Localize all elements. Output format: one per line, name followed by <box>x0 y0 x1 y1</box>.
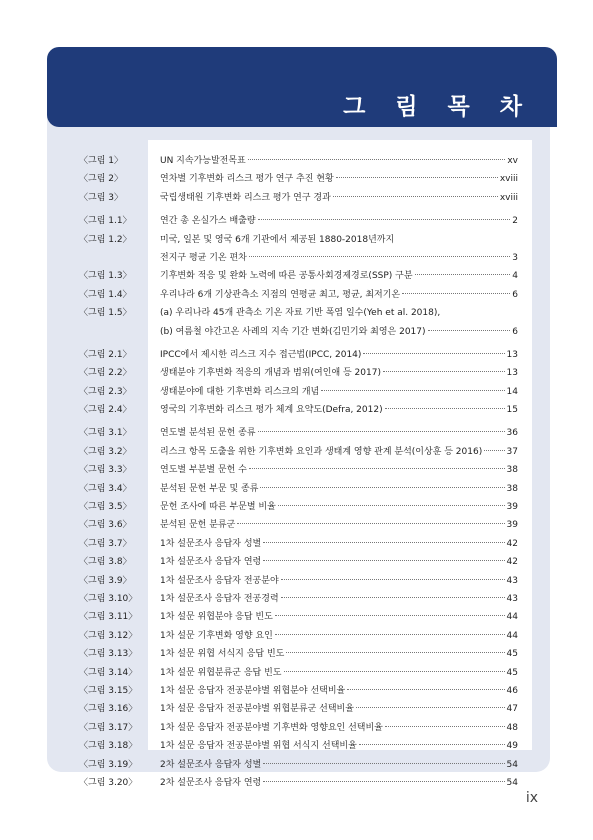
page-ref[interactable]: 36 <box>506 428 518 439</box>
page-ref[interactable]: xviii <box>499 192 518 203</box>
figure-caption-row <box>160 170 518 188</box>
toc-line <box>0 608 593 626</box>
dot-leader <box>415 274 511 275</box>
toc-line <box>0 231 593 249</box>
figure-caption-row <box>160 627 518 645</box>
toc-line <box>0 664 593 682</box>
figure-label: 〈그림 3.1〉 <box>79 428 132 439</box>
page-ref[interactable]: 38 <box>506 465 518 476</box>
figure-caption-row <box>160 249 518 267</box>
page-ref[interactable]: xviii <box>499 174 518 185</box>
figure-label: 〈그림 1.3〉 <box>79 271 132 282</box>
dot-leader <box>333 196 498 197</box>
toc-line <box>0 498 593 516</box>
figure-label: 〈그림 1.1〉 <box>79 216 132 227</box>
figure-label: 〈그림 3.9〉 <box>79 575 132 586</box>
toc-entry[interactable] <box>0 286 593 304</box>
page-ref[interactable]: 13 <box>506 349 518 360</box>
toc-line <box>0 267 593 285</box>
figure-label: 〈그림 3.6〉 <box>79 520 132 531</box>
dot-leader <box>321 390 504 391</box>
toc-line <box>0 516 593 534</box>
figure-caption-row <box>160 401 518 419</box>
page-ref[interactable]: 42 <box>506 538 518 549</box>
figure-caption-row <box>160 553 518 571</box>
figure-label: 〈그림 3.19〉 <box>79 759 138 770</box>
figure-caption-row <box>160 498 518 516</box>
figure-label: 〈그림 3.10〉 <box>79 593 138 604</box>
dot-leader <box>260 487 504 488</box>
toc-line <box>0 189 593 207</box>
toc-entry[interactable] <box>0 401 593 419</box>
toc-line <box>0 170 593 188</box>
figure-caption-row <box>160 590 518 608</box>
toc-entry[interactable] <box>0 627 593 645</box>
figure-caption-row <box>160 383 518 401</box>
figure-label: 〈그림 3.20〉 <box>79 777 138 788</box>
figure-caption: 문헌 조사에 따른 부문별 비율 <box>160 502 276 513</box>
figure-caption: 연차별 기후변화 리스크 평가 연구 추진 현황 <box>160 174 334 185</box>
dot-leader <box>385 726 505 727</box>
page-title: 그 림 목 차 <box>343 94 533 120</box>
toc-line <box>0 700 593 718</box>
toc-entry[interactable] <box>0 645 593 663</box>
figure-label: 〈그림 1.5〉 <box>79 308 132 319</box>
figure-caption: 리스크 항목 도출을 위한 기후변화 요인과 생태계 영향 관계 분석(이상훈 등 2016) <box>160 446 483 457</box>
toc-entry[interactable] <box>0 152 593 170</box>
page-ref[interactable]: 54 <box>506 759 518 770</box>
toc-entry[interactable] <box>0 480 593 498</box>
toc-entry[interactable] <box>0 737 593 755</box>
title-banner <box>47 47 557 127</box>
figure-caption-row <box>160 516 518 534</box>
toc-line <box>0 304 593 322</box>
toc-entry[interactable] <box>0 700 593 718</box>
figure-label: 〈그림 3.5〉 <box>79 502 132 513</box>
toc-line <box>0 590 593 608</box>
figure-caption-row <box>160 608 518 626</box>
toc-entry[interactable] <box>0 572 593 590</box>
figure-caption-row <box>160 682 518 700</box>
figure-caption-row <box>160 737 518 755</box>
figure-label: 〈그림 1.2〉 <box>79 234 132 245</box>
page-ref[interactable]: 49 <box>506 741 518 752</box>
figure-label: 〈그림 3〉 <box>79 192 123 203</box>
toc-line <box>0 424 593 442</box>
figure-caption-row <box>160 535 518 553</box>
figure-caption-row <box>160 572 518 590</box>
figure-caption: 2차 설문조사 응답자 연령 <box>160 777 262 788</box>
toc-entry[interactable] <box>0 189 593 207</box>
toc-line <box>0 645 593 663</box>
figure-label: 〈그림 3.17〉 <box>79 722 138 733</box>
figure-label: 〈그림 3.14〉 <box>79 667 138 678</box>
toc-line <box>0 461 593 479</box>
dot-leader <box>275 634 505 635</box>
figure-caption: 전지구 평균 기온 편차 <box>160 252 247 263</box>
figure-caption-row <box>160 212 518 230</box>
figure-caption-row <box>160 231 518 249</box>
figure-caption: (b) 여름철 야간고온 사례의 지속 기간 변화(김민기와 최영은 2017) <box>160 326 426 337</box>
dot-leader <box>258 219 511 220</box>
figure-caption: 2차 설문조사 응답자 성별 <box>160 759 262 770</box>
figure-caption-row <box>160 645 518 663</box>
page-number: ix <box>525 790 538 806</box>
toc-entry[interactable] <box>0 346 593 364</box>
page-ref[interactable]: 43 <box>506 593 518 604</box>
figure-label: 〈그림 3.12〉 <box>79 630 138 641</box>
figure-label: 〈그림 2.4〉 <box>79 405 132 416</box>
figure-label: 〈그림 1.4〉 <box>79 289 132 300</box>
page-ref[interactable]: 44 <box>506 630 518 641</box>
toc-entry[interactable] <box>0 461 593 479</box>
dot-leader <box>263 560 504 561</box>
toc-entry[interactable] <box>0 170 593 188</box>
figure-label: 〈그림 3.13〉 <box>79 649 138 660</box>
figure-label: 〈그림 2.3〉 <box>79 386 132 397</box>
figure-caption: 국립생태원 기후변화 리스크 평가 연구 경과 <box>160 192 331 203</box>
figure-caption-row <box>160 461 518 479</box>
toc-entry[interactable] <box>0 267 593 285</box>
figure-caption-row <box>160 774 518 792</box>
figure-caption: 1차 설문 응답자 전공분야별 위협 서식지 선택비율 <box>160 741 357 752</box>
figure-label: 〈그림 1〉 <box>79 156 123 166</box>
figure-label: 〈그림 3.8〉 <box>79 557 132 568</box>
figure-caption: 1차 설문 응답자 전공분야별 기후변화 영향요인 선택비율 <box>160 722 383 733</box>
dot-leader <box>281 597 505 598</box>
dot-leader <box>347 689 504 690</box>
page-ref[interactable]: 47 <box>506 704 518 715</box>
figure-list <box>0 152 593 792</box>
toc-entry[interactable] <box>0 553 593 571</box>
figure-caption-row <box>160 364 518 382</box>
figure-label: 〈그림 3.11〉 <box>79 612 138 623</box>
figure-caption: 우리나라 6개 기상관측소 지점의 연평균 최고, 평균, 최저기온 <box>160 289 401 300</box>
figure-label: 〈그림 3.18〉 <box>79 741 138 752</box>
toc-line <box>0 401 593 419</box>
figure-caption: 생태분야에 대한 기후변화 리스크의 개념 <box>160 386 320 397</box>
toc-line <box>0 737 593 755</box>
toc-entry[interactable] <box>0 756 593 774</box>
figure-caption-row <box>160 700 518 718</box>
figure-label: 〈그림 2〉 <box>79 174 123 185</box>
dot-leader <box>248 159 506 160</box>
toc-entry[interactable] <box>0 364 593 382</box>
dot-leader <box>359 744 505 745</box>
toc-entry[interactable] <box>0 664 593 682</box>
toc-entry[interactable] <box>0 424 593 442</box>
figure-caption-row <box>160 304 518 322</box>
page-ref[interactable]: 54 <box>506 777 518 788</box>
page-ref[interactable]: 39 <box>506 502 518 513</box>
toc-line <box>0 346 593 364</box>
page-ref[interactable]: 6 <box>512 326 518 337</box>
dot-leader <box>385 408 505 409</box>
page-ref[interactable]: 6 <box>512 289 518 300</box>
toc-line <box>0 364 593 382</box>
toc-entry[interactable] <box>0 590 593 608</box>
toc-line <box>0 249 593 267</box>
figure-caption: 1차 설문 위협 서식지 응답 빈도 <box>160 649 285 660</box>
figure-caption-row <box>160 346 518 364</box>
figure-label: 〈그림 2.2〉 <box>79 368 132 379</box>
toc-line <box>0 756 593 774</box>
toc-entry[interactable] <box>0 383 593 401</box>
figure-label: 〈그림 2.1〉 <box>79 349 132 360</box>
figure-caption-row <box>160 323 518 341</box>
page-ref[interactable]: 39 <box>506 520 518 531</box>
dot-leader <box>263 763 504 764</box>
figure-caption: 미국, 일본 및 영국 6개 기관에서 제공된 1880-2018년까지 <box>160 234 395 245</box>
page-ref[interactable]: 2 <box>512 216 518 227</box>
figure-caption-row <box>160 267 518 285</box>
page-ref[interactable]: 45 <box>506 667 518 678</box>
figure-caption: (a) 우리나라 45개 관측소 기온 자료 기반 폭염 일수(Yeh et al. 2018), <box>160 308 441 319</box>
figure-label: 〈그림 3.4〉 <box>79 483 132 494</box>
toc-line <box>0 443 593 461</box>
page-ref[interactable]: 38 <box>506 483 518 494</box>
figure-caption-row <box>160 664 518 682</box>
figure-caption: 1차 설문조사 응답자 연령 <box>160 557 262 568</box>
page-ref[interactable]: 42 <box>506 557 518 568</box>
toc-line <box>0 719 593 737</box>
dot-leader <box>336 177 498 178</box>
dot-leader <box>249 256 510 257</box>
toc-entry[interactable] <box>0 498 593 516</box>
page-ref[interactable]: 3 <box>512 252 518 263</box>
page-ref[interactable]: 43 <box>506 575 518 586</box>
toc-entry[interactable] <box>0 231 593 268</box>
toc-entry[interactable] <box>0 774 593 792</box>
dot-leader <box>249 468 505 469</box>
page-ref[interactable]: 4 <box>512 271 518 282</box>
dot-leader <box>258 431 505 432</box>
page-ref[interactable]: 45 <box>506 649 518 660</box>
figure-caption: 연도별 부분별 문헌 수 <box>160 465 247 476</box>
dot-leader <box>363 353 504 354</box>
figure-caption: UN 지속가능발전목표 <box>160 156 246 166</box>
figure-caption: 1차 설문 응답자 전공분야별 위협분야 선택비율 <box>160 685 346 696</box>
dot-leader <box>263 542 504 543</box>
toc-entry[interactable] <box>0 443 593 461</box>
dot-leader <box>275 615 505 616</box>
dot-leader <box>286 652 504 653</box>
toc-line <box>0 383 593 401</box>
figure-caption: 생태분야 기후변화 적응의 개념과 범위(여인애 등 2017) <box>160 368 381 379</box>
page-ref[interactable]: 15 <box>506 405 518 416</box>
toc-line <box>0 152 593 170</box>
figure-caption: IPCC에서 제시한 리스크 지수 접근법(IPCC, 2014) <box>160 349 362 360</box>
dot-leader <box>356 707 505 708</box>
page-ref[interactable]: 37 <box>506 446 518 457</box>
toc-entry[interactable] <box>0 304 593 341</box>
page-ref[interactable]: 46 <box>506 685 518 696</box>
dot-leader <box>484 450 504 451</box>
figure-caption: 1차 설문 기후변화 영향 요인 <box>160 630 273 641</box>
figure-label: 〈그림 3.3〉 <box>79 465 132 476</box>
toc-line <box>0 480 593 498</box>
toc-line <box>0 774 593 792</box>
dot-leader <box>284 671 505 672</box>
page-ref[interactable]: 44 <box>506 612 518 623</box>
figure-caption: 영국의 기후변화 리스크 평가 체계 요약도(Defra, 2012) <box>160 405 383 416</box>
figure-caption-row <box>160 756 518 774</box>
dot-leader <box>278 505 505 506</box>
toc-entry[interactable] <box>0 719 593 737</box>
figure-caption: 1차 설문 위협분야 응답 빈도 <box>160 612 273 623</box>
toc-line <box>0 627 593 645</box>
figure-caption-row <box>160 719 518 737</box>
figure-label: 〈그림 3.15〉 <box>79 685 138 696</box>
figure-caption-row <box>160 286 518 304</box>
dot-leader <box>263 781 504 782</box>
toc-line <box>0 212 593 230</box>
figure-caption-row <box>160 152 518 170</box>
figure-caption: 분석된 문헌 분류군 <box>160 520 236 531</box>
figure-caption: 연도별 분석된 문헌 종류 <box>160 428 256 439</box>
dot-leader <box>402 293 510 294</box>
toc-line <box>0 572 593 590</box>
toc-line <box>0 682 593 700</box>
toc-line <box>0 553 593 571</box>
page-ref[interactable]: 14 <box>506 386 518 397</box>
figure-caption: 분석된 문헌 부문 및 종류 <box>160 483 259 494</box>
page-ref[interactable]: 13 <box>506 368 518 379</box>
figure-caption-row <box>160 424 518 442</box>
figure-label: 〈그림 3.16〉 <box>79 704 138 715</box>
toc-line <box>0 323 593 341</box>
toc-entry[interactable] <box>0 682 593 700</box>
figure-caption: 1차 설문 위협분류군 응답 빈도 <box>160 667 282 678</box>
toc-line <box>0 535 593 553</box>
toc-line <box>0 286 593 304</box>
figure-caption: 1차 설문 응답자 전공분야별 위협분류군 선택비율 <box>160 704 354 715</box>
figure-caption-row <box>160 443 518 461</box>
dot-leader <box>383 371 505 372</box>
figure-caption: 1차 설문조사 응답자 성별 <box>160 538 262 549</box>
figure-caption: 기후변화 적응 및 완화 노력에 따른 공통사회경제경로(SSP) 구분 <box>160 271 413 282</box>
figure-caption: 연간 총 온실가스 배출량 <box>160 216 256 227</box>
figure-caption: 1차 설문조사 응답자 전공분야 <box>160 575 279 586</box>
dot-leader <box>281 579 505 580</box>
figure-caption-row <box>160 480 518 498</box>
toc-entry[interactable] <box>0 535 593 553</box>
dot-leader <box>237 523 504 524</box>
toc-entry[interactable] <box>0 212 593 230</box>
toc-entry[interactable] <box>0 608 593 626</box>
toc-entry[interactable] <box>0 516 593 534</box>
figure-caption-row <box>160 189 518 207</box>
dot-leader <box>428 330 511 331</box>
page-ref[interactable]: 48 <box>506 722 518 733</box>
figure-caption: 1차 설문조사 응답자 전공경력 <box>160 593 279 604</box>
figure-label: 〈그림 3.7〉 <box>79 538 132 549</box>
figure-label: 〈그림 3.2〉 <box>79 446 132 457</box>
page-ref[interactable]: xv <box>507 156 518 166</box>
